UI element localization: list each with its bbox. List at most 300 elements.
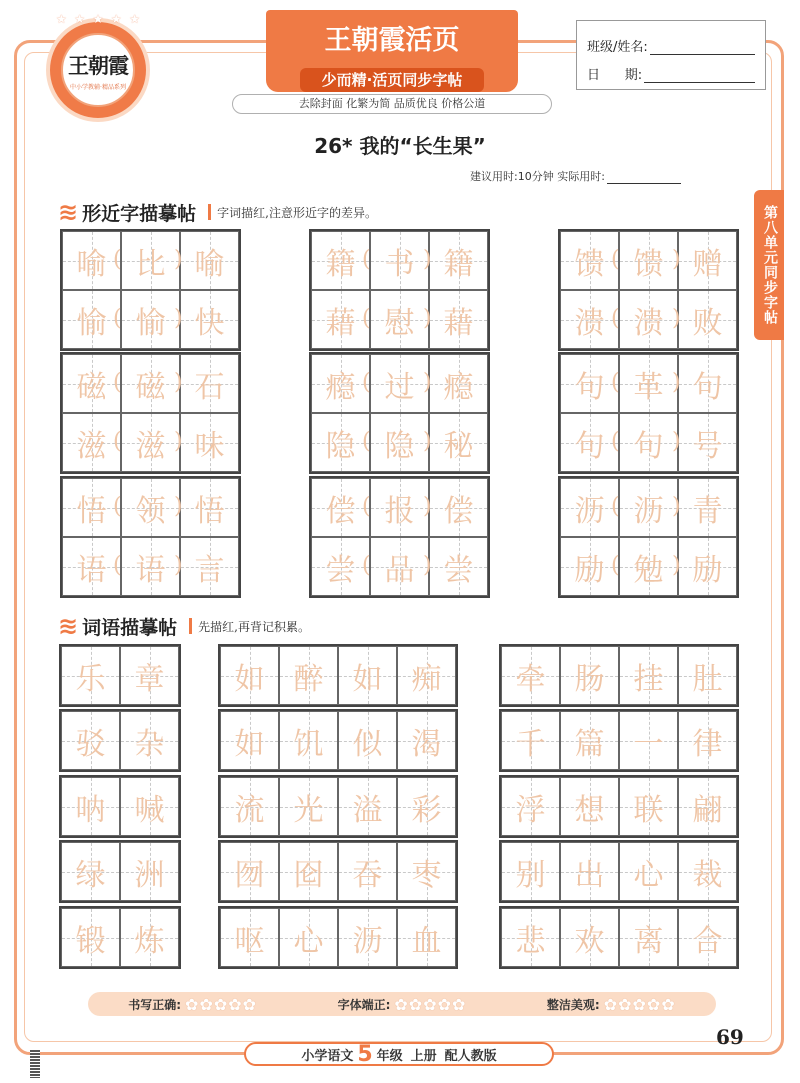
trace-char: 离 [633, 923, 664, 959]
practice-grid [59, 644, 181, 707]
tracing-cell[interactable] [560, 842, 619, 901]
practice-grid [218, 775, 458, 838]
practice-grid [499, 775, 739, 838]
tracing-cell[interactable] [370, 478, 429, 537]
logo-text: 王朝霞 [68, 52, 128, 78]
practice-grid [218, 709, 458, 772]
tracing-cell[interactable] [370, 231, 429, 290]
bracket-mark: ( [113, 246, 122, 272]
trace-char: 如 [234, 661, 265, 697]
trace-char: 励 [692, 552, 723, 588]
practice-grid [499, 906, 739, 969]
bracket-mark: ) [174, 552, 183, 578]
bracket-mark: ) [423, 305, 432, 331]
trace-char: 语 [135, 552, 166, 588]
tracing-cell[interactable] [397, 842, 456, 901]
bracket-mark: ) [672, 428, 681, 454]
trace-char: 喻 [76, 246, 107, 282]
trace-char: 呕 [234, 923, 265, 959]
tracing-cell[interactable] [619, 537, 678, 596]
tracing-cell[interactable] [619, 413, 678, 472]
star-icon: ★ [74, 12, 86, 26]
bracket-mark: ( [611, 305, 620, 331]
trace-char: 磁 [135, 369, 166, 405]
trace-char: 愉 [76, 305, 107, 341]
footer-grade-unit: 年级 [376, 1048, 403, 1064]
tracing-cell[interactable] [429, 413, 488, 472]
bracket-mark: ) [174, 428, 183, 454]
tracing-cell[interactable] [120, 908, 179, 967]
tracing-cell[interactable] [180, 537, 239, 596]
bracket-mark: ( [113, 305, 122, 331]
tracing-cell[interactable] [678, 646, 737, 705]
bracket-mark: ) [423, 369, 432, 395]
trace-char: 籍 [325, 246, 356, 282]
wave-icon: ≋ [58, 198, 79, 226]
tracing-cell[interactable] [619, 478, 678, 537]
bracket-mark: ) [423, 552, 432, 578]
tracing-cell[interactable] [220, 646, 279, 705]
trace-char: 愉 [135, 305, 166, 341]
tracing-cell[interactable] [279, 646, 338, 705]
practice-grid [59, 840, 181, 903]
tracing-cell[interactable] [560, 711, 619, 770]
bracket-mark: ) [672, 369, 681, 395]
tracing-cell[interactable] [429, 290, 488, 349]
trace-char: 联 [633, 792, 664, 828]
trace-char: 喊 [134, 792, 165, 828]
trace-char: 想 [574, 792, 605, 828]
practice-grid [309, 476, 490, 598]
rating-label: 字体端正: [337, 997, 391, 1012]
tracing-cell[interactable] [338, 908, 397, 967]
trace-char: 饥 [293, 726, 324, 762]
trace-char: 籍 [443, 246, 474, 282]
trace-char: 千 [515, 726, 546, 762]
trace-char: 石 [194, 369, 225, 405]
trace-char: 藉 [325, 305, 356, 341]
trace-char: 励 [574, 552, 605, 588]
trace-char: 尝 [325, 552, 356, 588]
trace-char: 合 [692, 923, 723, 959]
bracket-mark: ) [672, 493, 681, 519]
trace-char: 过 [384, 369, 415, 405]
tracing-cell[interactable] [220, 842, 279, 901]
tracing-cell[interactable] [678, 290, 737, 349]
flower-rating-icons[interactable]: ✿✿✿✿✿ [394, 994, 467, 1014]
trace-char: 彩 [411, 792, 442, 828]
tracing-cell[interactable] [619, 711, 678, 770]
bracket-mark: ( [611, 552, 620, 578]
trace-char: 悟 [194, 493, 225, 529]
tracing-cell[interactable] [370, 290, 429, 349]
trace-char: 欢 [574, 923, 605, 959]
tracing-cell[interactable] [279, 908, 338, 967]
trace-char: 勉 [633, 552, 664, 588]
bracket-mark: ) [174, 246, 183, 272]
logo-stars [56, 12, 140, 26]
class-name-label: 班级/姓名: [587, 40, 648, 55]
bracket-mark: ) [423, 246, 432, 272]
section-hint: 字词描红,注意形近字的差异。 [217, 205, 377, 220]
bracket-mark: ) [174, 493, 183, 519]
trace-char: 馈 [574, 246, 605, 282]
rating-label: 书写正确: [128, 997, 182, 1012]
trace-char: 馈 [633, 246, 664, 282]
tracing-cell[interactable] [501, 842, 560, 901]
bracket-mark: ( [113, 428, 122, 454]
tracing-cell[interactable] [678, 842, 737, 901]
rating-clean [547, 995, 676, 1014]
footer-badge [244, 1042, 554, 1066]
bracket-mark: ) [174, 305, 183, 331]
trace-char: 句 [633, 428, 664, 464]
trace-char: 句 [574, 428, 605, 464]
trace-char: 如 [352, 661, 383, 697]
divider [208, 204, 211, 220]
trace-char: 绿 [75, 857, 106, 893]
tracing-cell[interactable] [501, 777, 560, 836]
trace-char: 号 [692, 428, 723, 464]
practice-grid [558, 229, 739, 351]
tracing-cell[interactable] [370, 413, 429, 472]
bracket-mark: ) [174, 369, 183, 395]
slogan: 去除封面 化繁为简 品质优良 价格公道 [232, 94, 552, 114]
star-icon: ★ [56, 12, 67, 26]
rating-label: 整洁美观: [546, 997, 600, 1012]
tracing-cell[interactable] [678, 537, 737, 596]
trace-char: 尝 [443, 552, 474, 588]
trace-char: 沥 [574, 493, 605, 529]
divider [189, 618, 192, 634]
tracing-cell[interactable] [120, 646, 179, 705]
trace-char: 裁 [692, 857, 723, 893]
footer-subject: 小学语文 [301, 1048, 354, 1064]
unit-side-tab: 第八单元同步字帖 [754, 190, 784, 340]
tracing-cell[interactable] [619, 290, 678, 349]
tracing-cell[interactable] [121, 290, 180, 349]
trace-char: 喻 [194, 246, 225, 282]
time-row [470, 168, 681, 184]
tracing-cell[interactable] [121, 231, 180, 290]
practice-grid [558, 476, 739, 598]
section-hint: 先描红,再背记积累。 [198, 619, 310, 634]
date-field[interactable] [644, 67, 755, 83]
trace-char: 味 [194, 428, 225, 464]
tracing-cell[interactable] [61, 842, 120, 901]
trace-char: 挂 [633, 661, 664, 697]
tracing-cell[interactable] [619, 842, 678, 901]
trace-char: 句 [692, 369, 723, 405]
tracing-cell[interactable] [678, 354, 737, 413]
student-info-box [576, 20, 766, 90]
trace-char: 章 [134, 661, 165, 697]
section-similar-chars-header [58, 198, 377, 226]
bracket-mark: ( [113, 493, 122, 519]
trace-char: 杂 [134, 726, 165, 762]
trace-char: 品 [384, 552, 415, 588]
bracket-mark: ( [113, 552, 122, 578]
bracket-mark: ( [362, 428, 371, 454]
tracing-cell[interactable] [678, 413, 737, 472]
bracket-mark: ( [611, 246, 620, 272]
tracing-cell[interactable] [220, 908, 279, 967]
tracing-cell[interactable] [279, 711, 338, 770]
footer-volume: 上册 [410, 1048, 437, 1064]
trace-char: 滋 [135, 428, 166, 464]
banner-subtitle: 少而精·活页同步字帖 [300, 68, 484, 92]
practice-grid [60, 476, 241, 598]
trace-char: 牵 [515, 661, 546, 697]
trace-char: 偿 [443, 493, 474, 529]
section-words-header [58, 612, 310, 640]
actual-time-field[interactable] [607, 172, 681, 184]
tracing-cell[interactable] [429, 537, 488, 596]
trace-char: 囵 [293, 857, 324, 893]
trace-char: 洲 [134, 857, 165, 893]
bracket-mark: ) [672, 246, 681, 272]
rating-neat-font [338, 995, 467, 1014]
tracing-cell[interactable] [560, 777, 619, 836]
trace-char: 翩 [692, 792, 723, 828]
tracing-cell[interactable] [678, 711, 737, 770]
tracing-cell[interactable] [501, 646, 560, 705]
practice-grid [499, 644, 739, 707]
tracing-cell[interactable] [678, 777, 737, 836]
practice-grid [218, 840, 458, 903]
date-row [587, 55, 755, 83]
brand-logo [46, 18, 150, 122]
tracing-cell[interactable] [678, 231, 737, 290]
tracing-cell[interactable] [338, 777, 397, 836]
bracket-mark: ( [362, 552, 371, 578]
tracing-cell[interactable] [61, 777, 120, 836]
trace-char: 滋 [76, 428, 107, 464]
trace-char: 青 [692, 493, 723, 529]
trace-char: 别 [515, 857, 546, 893]
tracing-cell[interactable] [338, 646, 397, 705]
trace-char: 言 [194, 552, 225, 588]
trace-char: 藉 [443, 305, 474, 341]
practice-grid [309, 229, 490, 351]
tracing-cell[interactable] [397, 908, 456, 967]
wave-icon: ≋ [58, 612, 79, 640]
trace-char: 痴 [411, 661, 442, 697]
tracing-cell[interactable] [370, 537, 429, 596]
practice-grid [59, 906, 181, 969]
bracket-mark: ( [362, 493, 371, 519]
trace-char: 书 [384, 246, 415, 282]
tracing-cell[interactable] [678, 908, 737, 967]
class-name-row [587, 27, 755, 55]
practice-grid [499, 840, 739, 903]
trace-char: 流 [234, 792, 265, 828]
trace-char: 比 [135, 246, 166, 282]
tracing-cell[interactable] [338, 711, 397, 770]
lesson-title: 26* 我的“长生果” [314, 134, 486, 158]
tracing-cell[interactable] [120, 842, 179, 901]
date-label: 日 期: [587, 68, 643, 83]
bracket-mark: ) [672, 305, 681, 331]
tracing-cell[interactable] [220, 711, 279, 770]
class-name-field[interactable] [650, 39, 755, 55]
tracing-cell[interactable] [560, 646, 619, 705]
tracing-cell[interactable] [429, 478, 488, 537]
practice-grid [558, 352, 739, 474]
trace-char: 如 [234, 726, 265, 762]
trace-char: 悲 [515, 923, 546, 959]
tracing-cell[interactable] [501, 908, 560, 967]
trace-char: 溢 [352, 792, 383, 828]
footer-grade: 5 [357, 1041, 373, 1067]
tracing-cell[interactable] [501, 711, 560, 770]
practice-grid [59, 775, 181, 838]
trace-char: 革 [633, 369, 664, 405]
trace-char: 快 [194, 305, 225, 341]
trace-char: 瘾 [443, 369, 474, 405]
trace-char: 乐 [75, 661, 106, 697]
trace-char: 领 [135, 493, 166, 529]
practice-grid [59, 709, 181, 772]
trace-char: 瘾 [325, 369, 356, 405]
trace-char: 吞 [352, 857, 383, 893]
bracket-mark: ( [611, 493, 620, 519]
trace-char: 慰 [384, 305, 415, 341]
trace-char: 炼 [134, 923, 165, 959]
time-text: 建议用时:10分钟 实际用时: [470, 170, 605, 183]
bracket-mark: ( [362, 246, 371, 272]
trace-char: 一 [633, 726, 664, 762]
practice-grid [218, 906, 458, 969]
star-icon: ★ [129, 12, 140, 26]
trace-char: 似 [352, 726, 383, 762]
tracing-cell[interactable] [61, 711, 120, 770]
tracing-cell[interactable] [397, 711, 456, 770]
tracing-cell[interactable] [560, 908, 619, 967]
trace-char: 隐 [325, 428, 356, 464]
tracing-cell[interactable] [678, 478, 737, 537]
tracing-cell[interactable] [180, 354, 239, 413]
trace-char: 溃 [633, 305, 664, 341]
trace-char: 血 [411, 923, 442, 959]
trace-char: 囫 [234, 857, 265, 893]
tracing-cell[interactable] [120, 777, 179, 836]
trace-char: 肠 [574, 661, 605, 697]
practice-grid [499, 709, 739, 772]
tracing-cell[interactable] [121, 478, 180, 537]
section-title: 形近字描摹帖 [82, 202, 197, 225]
tracing-cell[interactable] [121, 354, 180, 413]
bracket-mark: ( [362, 305, 371, 331]
trace-char: 肚 [692, 661, 723, 697]
trace-char: 句 [574, 369, 605, 405]
trace-char: 赠 [692, 246, 723, 282]
bracket-mark: ) [423, 493, 432, 519]
tracing-cell[interactable] [619, 777, 678, 836]
tracing-cell[interactable] [619, 908, 678, 967]
edge-barcode [30, 1050, 40, 1078]
section-title: 词语描摹帖 [82, 616, 178, 639]
tracing-cell[interactable] [338, 842, 397, 901]
trace-char: 心 [633, 857, 664, 893]
trace-char: 光 [293, 792, 324, 828]
bracket-mark: ) [423, 428, 432, 454]
bracket-mark: ( [611, 369, 620, 395]
tracing-cell[interactable] [429, 231, 488, 290]
trace-char: 心 [293, 923, 324, 959]
tracing-cell[interactable] [397, 777, 456, 836]
tracing-cell[interactable] [121, 537, 180, 596]
practice-grid [60, 229, 241, 351]
tracing-cell[interactable] [619, 354, 678, 413]
practice-grid [60, 352, 241, 474]
tracing-cell[interactable] [397, 646, 456, 705]
rating-correct [128, 995, 257, 1014]
trace-char: 出 [574, 857, 605, 893]
bracket-mark: ( [362, 369, 371, 395]
tracing-cell[interactable] [180, 290, 239, 349]
banner-title: 王朝霞活页 [324, 25, 460, 56]
logo-badge [61, 33, 135, 107]
practice-grid [309, 352, 490, 474]
trace-char: 报 [384, 493, 415, 529]
tracing-cell[interactable] [180, 413, 239, 472]
bracket-mark: ( [113, 369, 122, 395]
trace-char: 溃 [574, 305, 605, 341]
bracket-mark: ) [672, 552, 681, 578]
tracing-cell[interactable] [121, 413, 180, 472]
tracing-cell[interactable] [180, 478, 239, 537]
trace-char: 篇 [574, 726, 605, 762]
trace-char: 渴 [411, 726, 442, 762]
tracing-cell[interactable] [220, 777, 279, 836]
flower-rating-icons[interactable]: ✿✿✿✿✿ [185, 994, 258, 1014]
trace-char: 驳 [75, 726, 106, 762]
logo-subtext: 中小学教辅·精品系列 [70, 83, 126, 91]
star-icon: ★ [110, 12, 122, 26]
trace-char: 沥 [633, 493, 664, 529]
trace-char: 枣 [411, 857, 442, 893]
trace-char: 磁 [76, 369, 107, 405]
tracing-cell[interactable] [619, 646, 678, 705]
page-number: 69 [716, 1025, 744, 1049]
trace-char: 隐 [384, 428, 415, 464]
trace-char: 悟 [76, 493, 107, 529]
tracing-cell[interactable] [61, 908, 120, 967]
trace-char: 沥 [352, 923, 383, 959]
flower-rating-icons[interactable]: ✿✿✿✿✿ [603, 994, 676, 1014]
trace-char: 败 [692, 305, 723, 341]
tracing-cell[interactable] [120, 711, 179, 770]
trace-char: 浮 [515, 792, 546, 828]
tracing-cell[interactable] [429, 354, 488, 413]
tracing-cell[interactable] [279, 777, 338, 836]
trace-char: 语 [76, 552, 107, 588]
tracing-cell[interactable] [279, 842, 338, 901]
practice-grid [218, 644, 458, 707]
trace-char: 偿 [325, 493, 356, 529]
tracing-cell[interactable] [180, 231, 239, 290]
star-icon: ★ [92, 12, 104, 26]
bracket-mark: ( [611, 428, 620, 454]
trace-char: 呐 [75, 792, 106, 828]
trace-char: 醉 [293, 661, 324, 697]
tracing-cell[interactable] [619, 231, 678, 290]
trace-char: 秘 [443, 428, 474, 464]
tracing-cell[interactable] [61, 646, 120, 705]
self-rating-bar [88, 992, 716, 1016]
tracing-cell[interactable] [370, 354, 429, 413]
